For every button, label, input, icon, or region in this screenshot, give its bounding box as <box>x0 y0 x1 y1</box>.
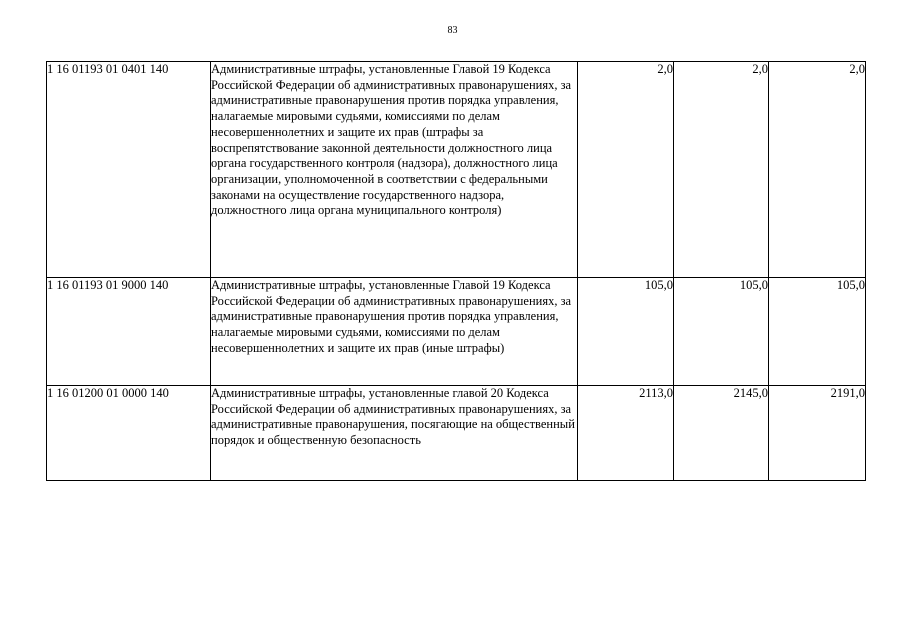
value-cell-year3: 2,0 <box>769 62 866 278</box>
value-cell-year1: 105,0 <box>578 278 674 386</box>
description-cell: Административные штрафы, установленные главой 20 Кодекса Российской Федерации об административных правонарушениях, за административные правонарушения, посягающие на общественный порядок и общественную безопасность <box>211 386 578 481</box>
value-cell-year2: 2,0 <box>674 62 769 278</box>
budget-code-cell: 1 16 01193 01 9000 140 <box>47 278 211 386</box>
value-cell-year1: 2113,0 <box>578 386 674 481</box>
table-row <box>47 278 866 386</box>
description-cell: Административные штрафы, установленные Главой 19 Кодекса Российской Федерации об административных правонарушениях, за административные правонарушения против порядка управления, налагаемые мировыми судьями, комиссиями по делам несовершеннолетних и защите их прав (штрафы за воспрепятствование законной деятельности должностного лица органа государственного контроля (надзора), должностного лица организации, уполномоченной в соответствии с федеральными законами на осуществление государственного надзора, должностного лица органа муниципального контроля) <box>211 62 578 278</box>
description-cell: Административные штрафы, установленные Главой 19 Кодекса Российской Федерации об административных правонарушениях, за административные правонарушения против порядка управления, налагаемые мировыми судьями, комиссиями по делам несовершеннолетних и защите их прав (иные штрафы) <box>211 278 578 386</box>
value-cell-year3: 2191,0 <box>769 386 866 481</box>
budget-code-cell: 1 16 01200 01 0000 140 <box>47 386 211 481</box>
value-cell-year3: 105,0 <box>769 278 866 386</box>
budget-revenue-table <box>46 61 866 481</box>
value-cell-year1: 2,0 <box>578 62 674 278</box>
value-cell-year2: 2145,0 <box>674 386 769 481</box>
budget-code-cell: 1 16 01193 01 0401 140 <box>47 62 211 278</box>
table-row <box>47 62 866 278</box>
value-cell-year2: 105,0 <box>674 278 769 386</box>
page-number: 83 <box>447 25 458 36</box>
table-row <box>47 386 866 481</box>
